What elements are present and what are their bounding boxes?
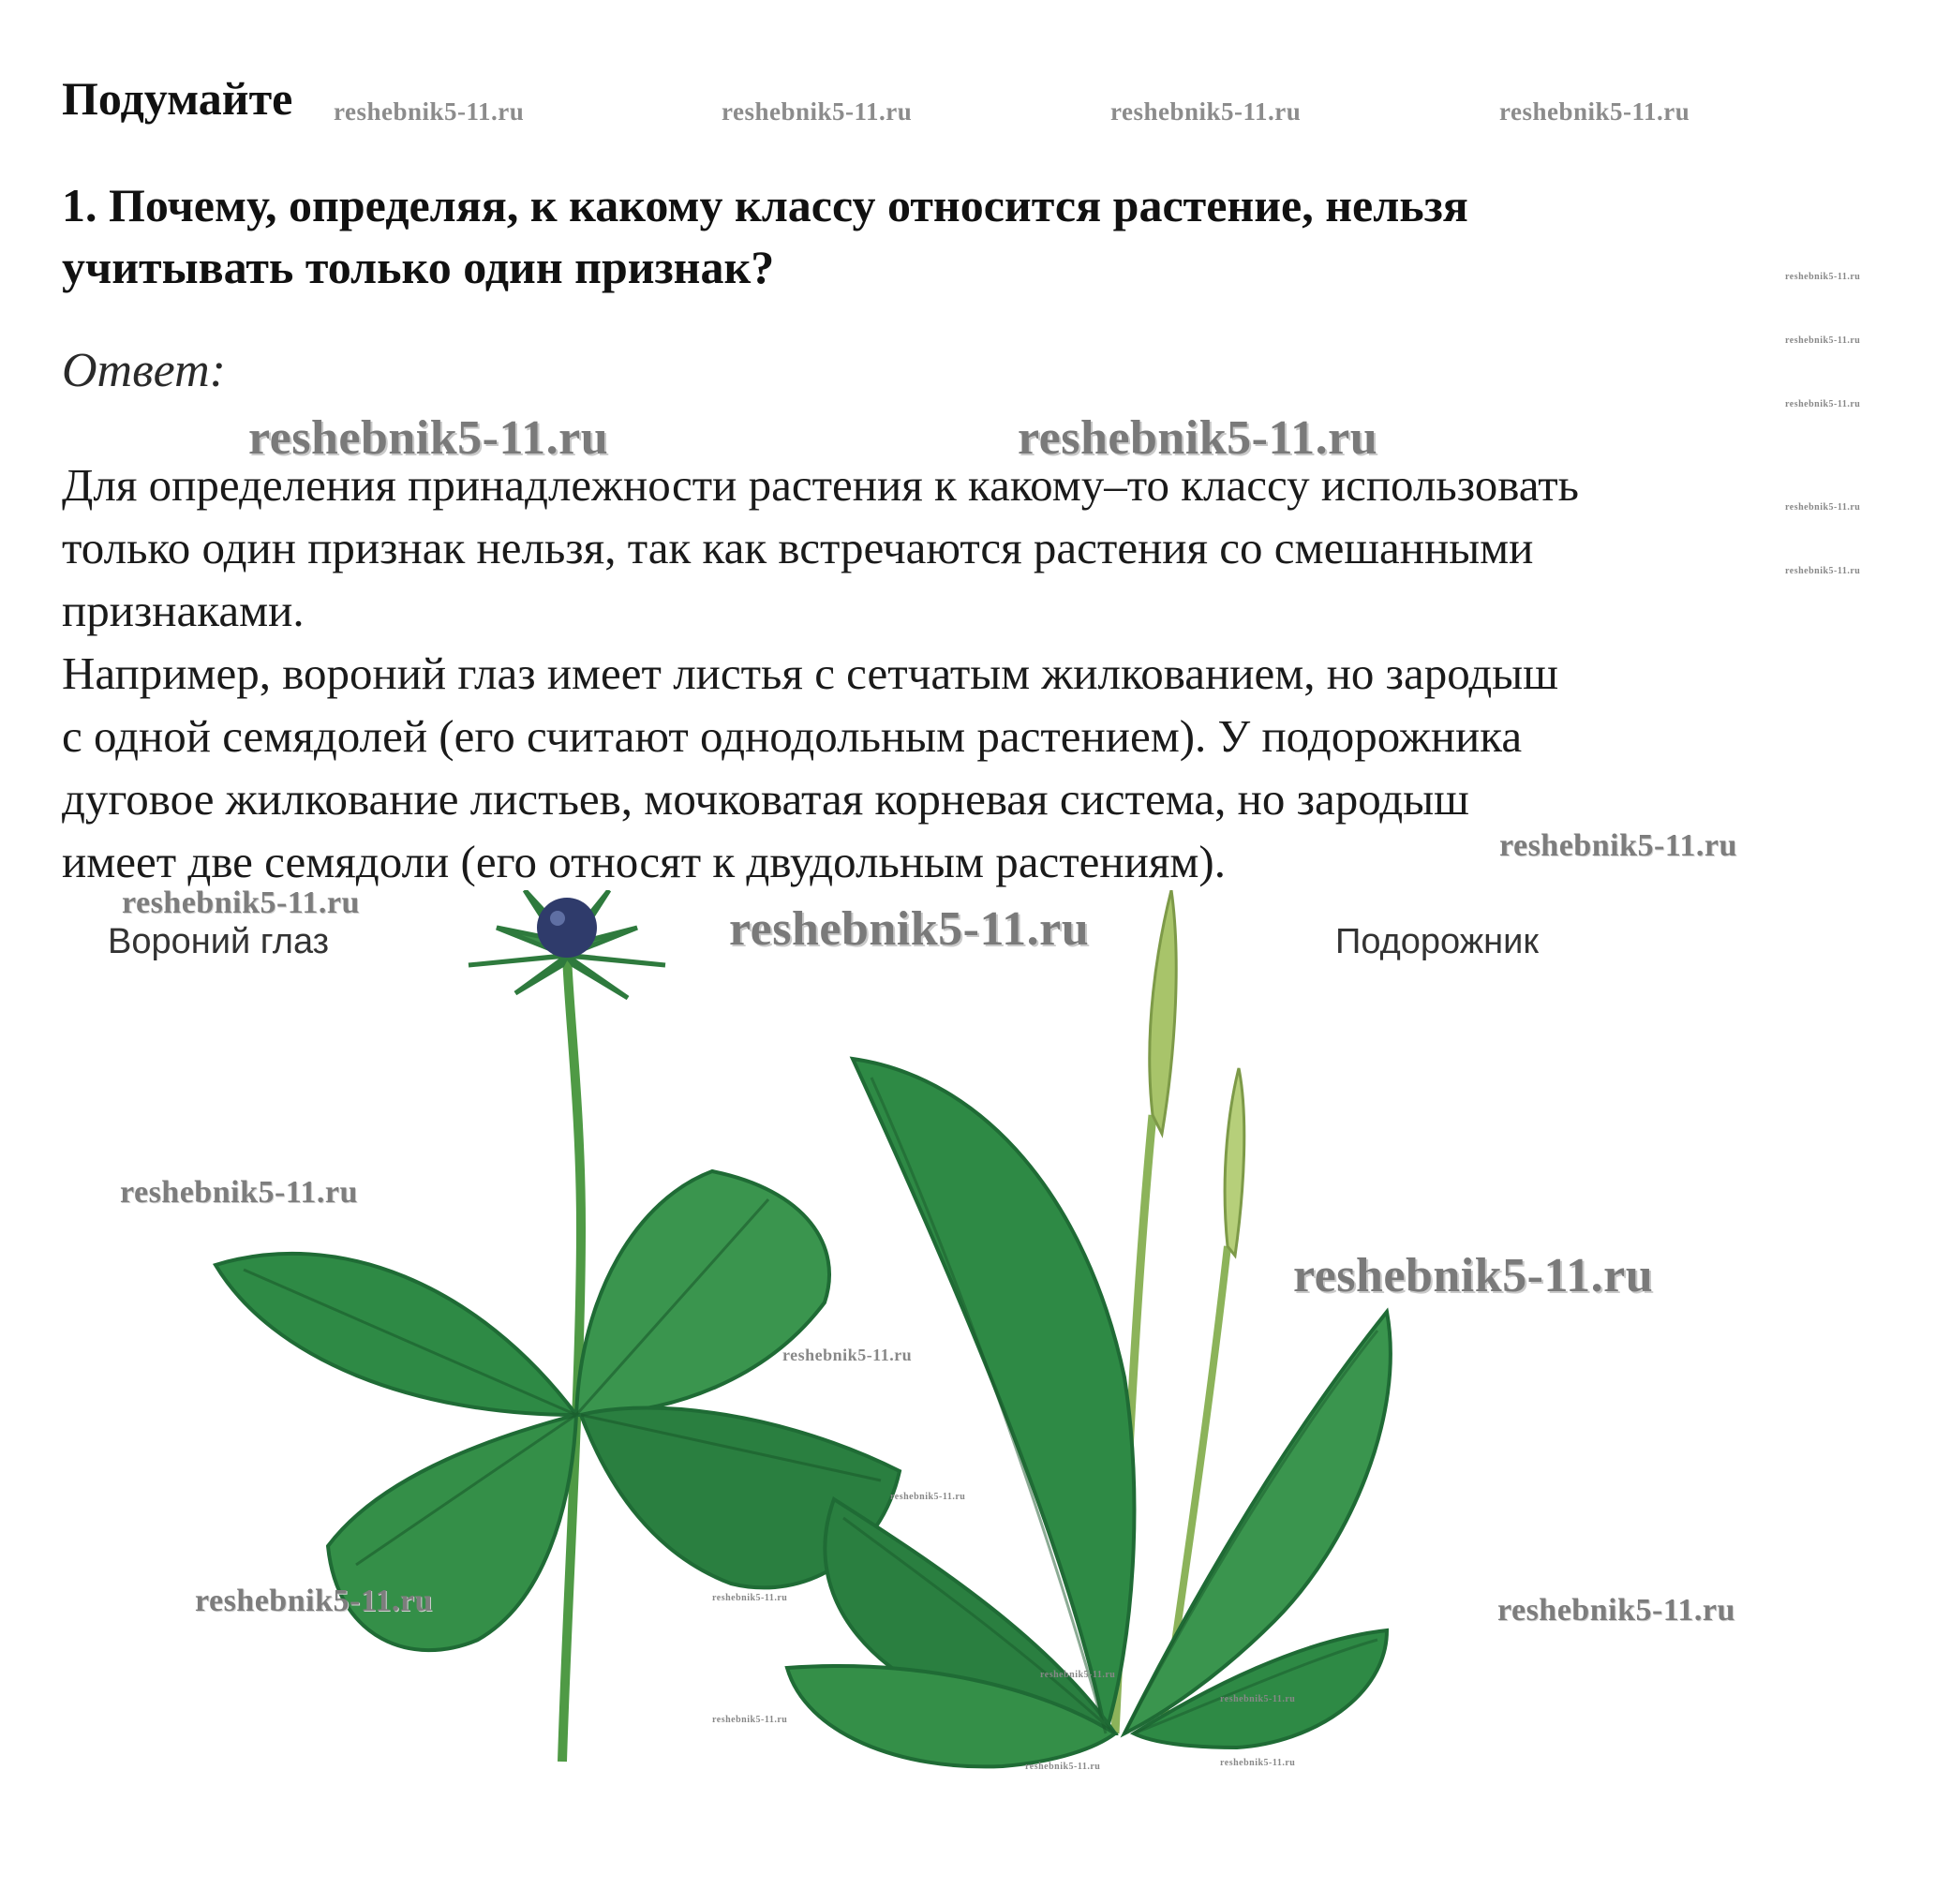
- watermark: reshebnik5-11.ru: [722, 97, 913, 126]
- watermark: reshebnik5-11.ru: [712, 1715, 788, 1725]
- question-line-1: 1. Почему, определяя, к какому классу относится растение, нельзя: [62, 179, 1468, 231]
- answer-line-6: дуговое жилкование листьев, мочковатая корневая система, но зародыш: [62, 773, 1469, 825]
- section-title: Подумайте: [62, 72, 293, 125]
- answer-line-1: Для определения принадлежности растения к какому–то классу использовать: [62, 459, 1580, 511]
- watermark: reshebnik5-11.ru: [120, 1175, 358, 1210]
- question-line-2: учитывать только один признак?: [62, 241, 775, 293]
- answer-line-3: признаками.: [62, 585, 305, 636]
- paris-berry: [537, 898, 597, 958]
- label-plantago: Подорожник: [1335, 922, 1540, 961]
- watermark: reshebnik5-11.ru: [1497, 1593, 1735, 1628]
- watermark: reshebnik5-11.ru: [1785, 335, 1861, 346]
- paris-leaf-2: [576, 1171, 829, 1415]
- watermark: reshebnik5-11.ru: [122, 885, 360, 920]
- label-paris: Вороний глаз: [108, 922, 330, 961]
- answer-line-7: имеет две семядоли (его относят к двудольным растениям).: [62, 836, 1226, 887]
- watermark: reshebnik5-11.ru: [1785, 566, 1861, 576]
- plantago-spike-2: [1225, 1068, 1244, 1256]
- watermark: reshebnik5-11.ru: [1785, 272, 1861, 282]
- watermark: reshebnik5-11.ru: [1499, 97, 1690, 126]
- watermark: reshebnik5-11.ru: [729, 902, 1090, 956]
- watermark: reshebnik5-11.ru: [1220, 1694, 1296, 1704]
- answer-line-2: только один признак нельзя, так как встречаются растения со смешанными: [62, 522, 1534, 573]
- paris-stem: [562, 956, 581, 1762]
- answer-line-5: с одной семядолей (его считают однодольным растением). У подорожника: [62, 710, 1523, 762]
- watermark: reshebnik5-11.ru: [195, 1584, 433, 1618]
- watermark: reshebnik5-11.ru: [1220, 1758, 1296, 1768]
- watermark: reshebnik5-11.ru: [1018, 411, 1378, 465]
- watermark: reshebnik5-11.ru: [782, 1346, 913, 1364]
- answer-label: Ответ:: [62, 344, 226, 397]
- plantago-spike-1: [1150, 890, 1176, 1134]
- watermark: reshebnik5-11.ru: [1110, 97, 1302, 126]
- plantago-plant: [787, 890, 1391, 1766]
- watermark: reshebnik5-11.ru: [1785, 502, 1861, 513]
- watermark: reshebnik5-11.ru: [890, 1492, 966, 1502]
- watermark: reshebnik5-11.ru: [712, 1593, 788, 1603]
- watermark: reshebnik5-11.ru: [1040, 1670, 1116, 1680]
- watermark: reshebnik5-11.ru: [1785, 399, 1861, 409]
- watermark: reshebnik5-11.ru: [1025, 1762, 1101, 1772]
- watermark: reshebnik5-11.ru: [1499, 828, 1737, 863]
- plants-illustration: [56, 890, 1612, 1790]
- watermark: reshebnik5-11.ru: [334, 97, 525, 126]
- watermark: reshebnik5-11.ru: [248, 411, 609, 465]
- paris-plant: [216, 890, 900, 1762]
- answer-line-4: Например, вороний глаз имеет листья с сетчатым жилкованием, но зародыш: [62, 647, 1558, 699]
- watermark: reshebnik5-11.ru: [1293, 1249, 1654, 1302]
